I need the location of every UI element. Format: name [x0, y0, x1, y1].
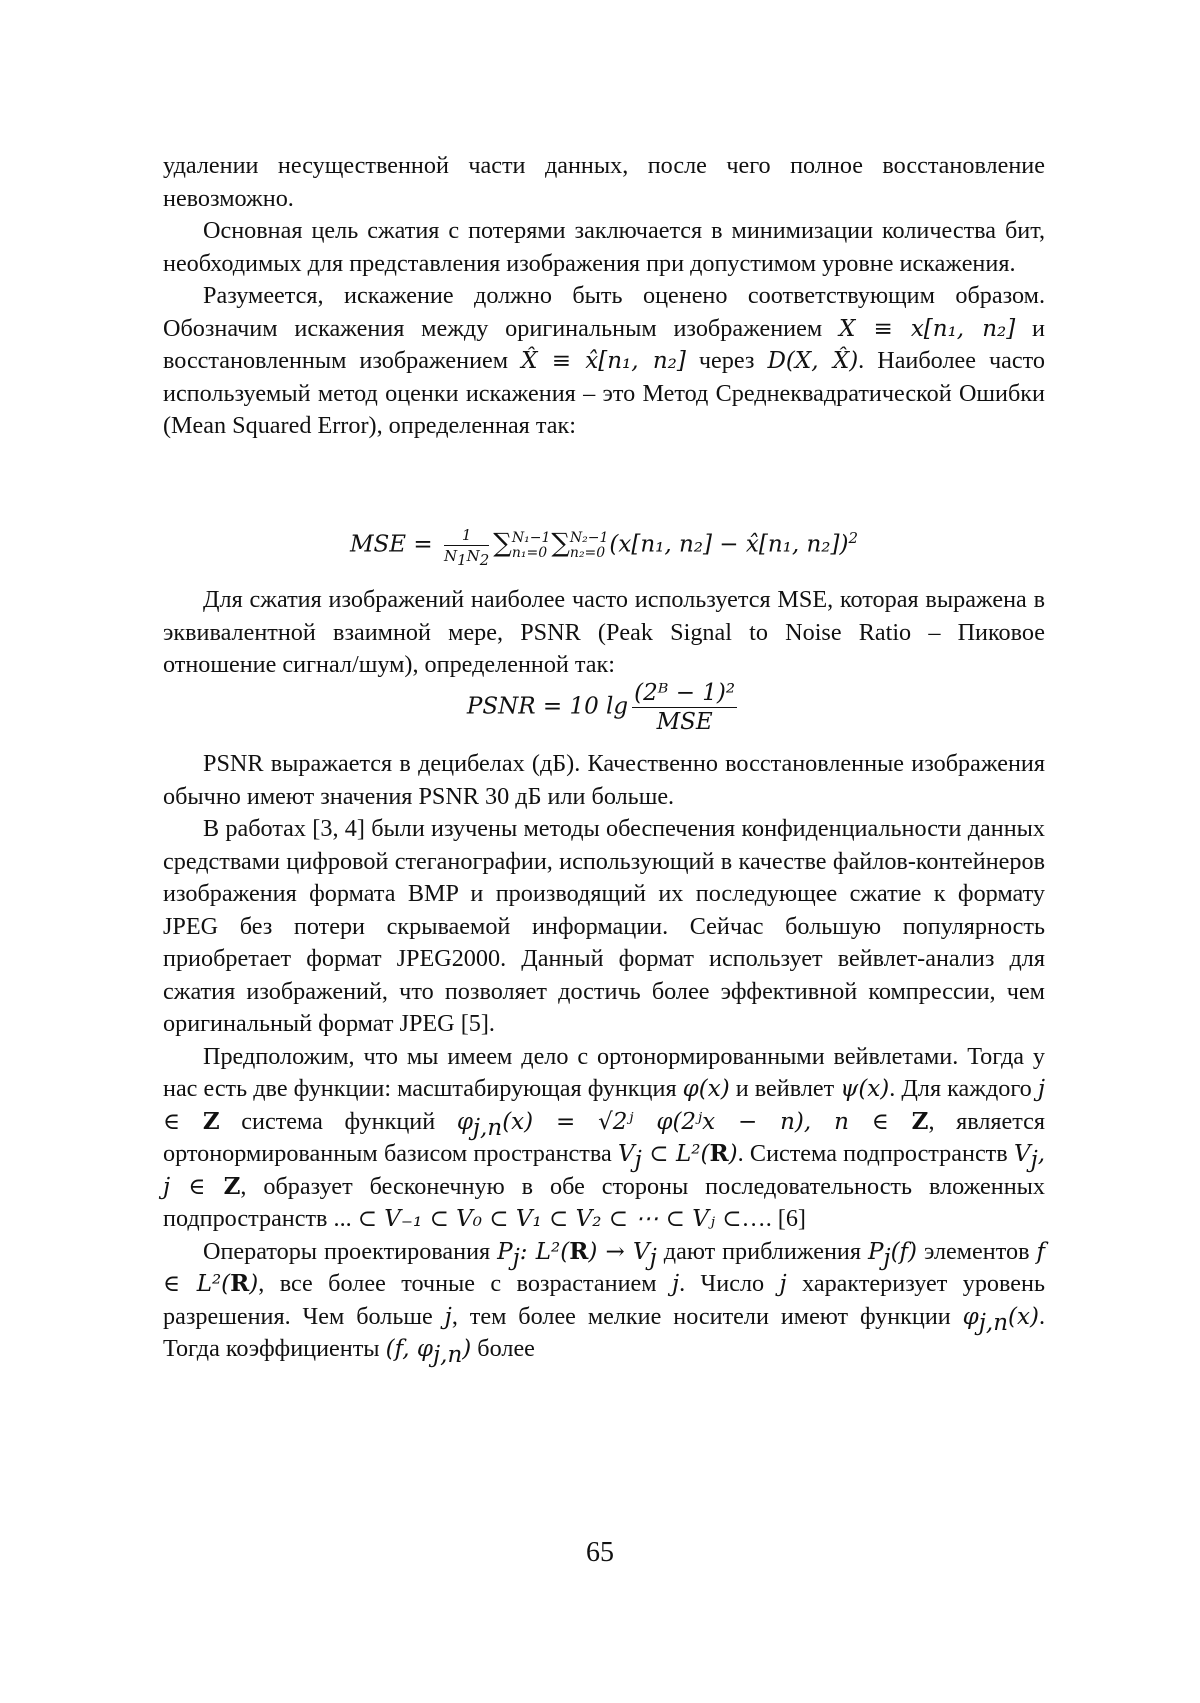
paragraph-7-text-7: , образует бесконечную в обе стороны последовательность вложенных подпространств ...: [163, 1172, 1045, 1232]
paragraph-8-text-3: элементов: [917, 1237, 1037, 1265]
math-reals-2: R: [569, 1237, 589, 1265]
math-phi-jn: φ: [456, 1108, 473, 1135]
math-pj-f-sub: j: [883, 1244, 891, 1271]
sum-symbol-2: ∑: [551, 528, 570, 559]
math-pj-sub: j: [512, 1244, 520, 1271]
paragraph-8-text-9: более: [471, 1335, 535, 1362]
formula-mse-denominator: [443, 546, 490, 569]
math-integers-2: Z: [911, 1107, 929, 1135]
paragraph-7-text-1: Предположим, что мы имеем дело с ортонормированными вейвлетами. Тогда у нас есть две функции: масштабирующая функция: [163, 1042, 1045, 1102]
formula-psnr-denominator: MSE: [656, 709, 713, 735]
paragraph-8-text-2: дают приближения: [656, 1237, 868, 1265]
math-phi-jn-2-sub: j,n: [978, 1309, 1009, 1336]
paragraph-8-text-4: , все более точные с возрастанием: [258, 1270, 672, 1297]
paragraph-8-text-6: характеризует уровень разрешения. Чем больше: [163, 1270, 1045, 1330]
math-l2-1-close: ): [728, 1141, 738, 1167]
math-f-in: f ∈ L²(: [163, 1238, 1045, 1297]
paragraph-8-text-7: , тем более мелкие носители имеют функции: [451, 1302, 963, 1330]
math-vj-sub: j: [634, 1146, 642, 1173]
paragraph-3: [163, 280, 1045, 443]
math-j-2: j: [779, 1271, 787, 1297]
paragraph-1: удалении несущественной части данных, после чего полное восстановление невозможно.: [163, 152, 1045, 212]
paragraph-6: В работах [3, 4] были изучены методы обеспечения конфиденциальности данных средствами цифровой стеганографии, использующий в качестве файлов-контейнеров изображения формата BMP и производящий их последующее сжатие к формату JPEG без потери скрываемой информации. Сейчас большую популярность приобретает формат JPEG2000. Данный формат использует вейвлет-анализ для сжатия изображений, что позволяет достичь более эффективной компрессии, чем оригинальный формат JPEG [5].: [163, 815, 1045, 1037]
paragraph-7-text-2: и вейвлет: [729, 1075, 841, 1102]
math-pj-f-arg: (f): [890, 1238, 918, 1265]
formula-mse-lhs: MSE =: [349, 531, 440, 558]
math-inner-product-sub: j,n: [433, 1341, 463, 1368]
paragraph-5: PSNR выражается в децибелах (дБ). Качественно восстановленные изображения обычно имеют значения PSNR 30 дБ или больше.: [163, 750, 1045, 810]
formula-mse: [163, 526, 1045, 569]
sum-1-lower: n₁=0: [511, 544, 548, 561]
paragraph-8: [163, 1236, 1045, 1366]
formula-mse-power: 2: [848, 528, 859, 547]
math-integers-3: Z: [223, 1172, 241, 1200]
paragraph-3-text-2: и восстановленным изображением: [163, 314, 1045, 374]
body-text-lower: [163, 748, 1045, 1366]
math-inner-product: (f, φ: [385, 1336, 433, 1362]
sum-1-upper: N₁−1: [511, 529, 551, 546]
math-phi-jn-sub: j,n: [472, 1114, 503, 1141]
math-pj-map: : L²(: [519, 1238, 570, 1265]
sum-2-lower: n₂=0: [569, 544, 606, 561]
paragraph-3-text-1: Разумеется, искажение должно быть оценено соответствующим образом. Обозначим искажения между оригинальным изображением: [163, 282, 1045, 342]
paragraph-7-text-4: система функций: [219, 1107, 457, 1135]
math-phi-jn-def: (x) = √2ʲ φ(2ʲx − n), n ∈: [502, 1108, 912, 1135]
paragraph-8-text-1: Операторы проектирования: [203, 1237, 498, 1265]
formula-psnr-fraction: [632, 680, 737, 735]
math-phi-jn-2-arg: (x): [1008, 1303, 1039, 1330]
formula-psnr-numerator: (2ᴮ − 1)²: [634, 680, 736, 706]
denominator-n2: N: [466, 547, 480, 565]
math-x-definition: X ≡ x[n₁, n₂]: [838, 315, 1016, 342]
math-integers-1: Z: [202, 1107, 220, 1135]
math-f-in-close: ): [249, 1271, 259, 1297]
denominator-sub1: 1: [457, 551, 467, 569]
math-pj: P: [497, 1238, 513, 1265]
paragraph-3-text-3: через: [685, 347, 768, 374]
page-number: 65: [586, 1537, 614, 1568]
paragraph-3-text-4: . Наиболее часто используемый метод оценки искажения – это Метод Среднеквадратической Ошибки (Mean Squared Error), определенная так:: [163, 347, 1045, 439]
formula-mse-fraction: [443, 526, 490, 569]
sum-symbol-1: ∑: [493, 528, 512, 559]
paragraph-8-text-5: . Число: [679, 1270, 780, 1297]
math-pj-target-sub: j: [649, 1244, 657, 1271]
math-reals-3: R: [230, 1270, 250, 1297]
sum-1-limits: [512, 531, 551, 561]
math-vj-2-sub: j: [1030, 1146, 1038, 1173]
paragraph-2: Основная цель сжатия с потерями заключается в минимизации количества бит, необходимых для представления изображения при допустимом уровне искажения.: [163, 217, 1045, 277]
math-vj: V: [617, 1141, 635, 1167]
math-j-3: j: [444, 1303, 452, 1330]
sum-2-upper: N₂−1: [569, 529, 609, 546]
math-psi-x: ψ(x): [840, 1076, 890, 1102]
math-inner-product-close: ): [462, 1336, 472, 1362]
paragraph-7-text-6: . Система подпространств: [737, 1140, 1014, 1167]
paragraph-7-text-8: …. [6]: [741, 1205, 806, 1232]
math-j-in-2: , j ∈: [163, 1141, 1046, 1200]
math-xhat-definition: X̂ ≡ x̂[n₁, n₂]: [521, 348, 686, 374]
denominator-n1: N: [443, 547, 458, 565]
formula-psnr-lhs: PSNR = 10 lg: [466, 693, 629, 720]
body-text-psnr-intro: [163, 584, 1045, 682]
math-phi-x: φ(x): [682, 1076, 730, 1102]
paragraph-8-text-8: . Тогда коэффициенты: [163, 1302, 1045, 1362]
body-text-upper: [163, 150, 1045, 443]
denominator-sub2: 2: [479, 551, 490, 569]
sum-2-limits: [570, 531, 609, 561]
math-pj-f: P: [867, 1238, 884, 1265]
formula-mse-body: (x[n₁, n₂] − x̂[n₁, n₂]): [609, 531, 849, 558]
formula-psnr: [163, 680, 1045, 735]
math-j-in: j ∈: [163, 1076, 1045, 1135]
math-vj-2: V: [1013, 1141, 1031, 1167]
math-j-1: j: [671, 1271, 680, 1297]
formula-mse-numerator: 1: [444, 526, 489, 546]
paragraph-7: [163, 1041, 1045, 1236]
math-nested-spaces: ⊂ V₋₁ ⊂ V₀ ⊂ V₁ ⊂ V₂ ⊂ ⋯ ⊂ Vⱼ ⊂: [357, 1206, 742, 1232]
paragraph-4: Для сжатия изображений наиболее часто используется MSE, которая выражена в эквивалентной взаимной мере, PSNR (Peak Signal to Noise Ratio – Пиковое отношение сигнал/шум), определенной так:: [163, 586, 1045, 678]
math-phi-jn-2: φ: [962, 1303, 979, 1330]
math-distortion: D(X, X̂): [767, 348, 859, 374]
paragraph-7-text-3: . Для каждого: [889, 1075, 1038, 1102]
math-reals-1: R: [709, 1140, 729, 1167]
paragraph-7-text-5: , является ортонормированным базисом пространства: [163, 1107, 1045, 1167]
math-l2-1: ⊂ L²(: [641, 1141, 710, 1167]
math-pj-arrow: ) → V: [588, 1238, 650, 1265]
